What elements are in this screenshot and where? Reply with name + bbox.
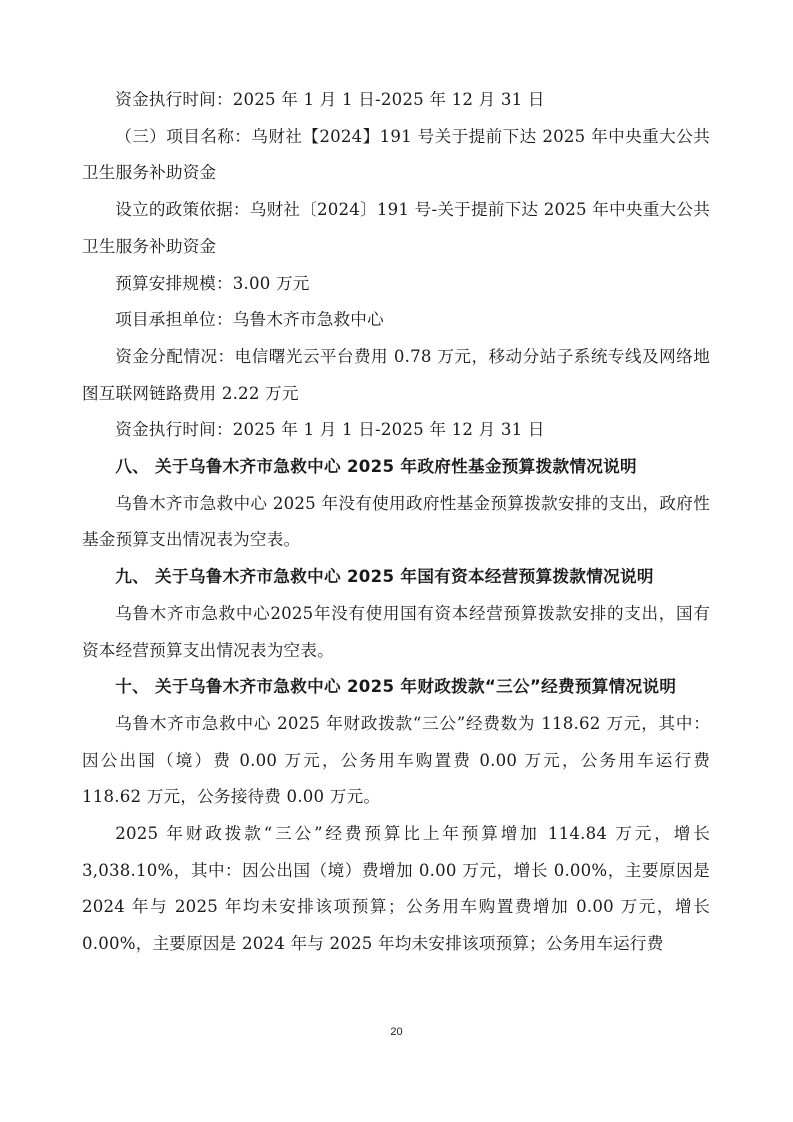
page-number: 20 [390,1026,403,1038]
paragraph-policy-basis: 设立的政策依据：乌财社〔2024〕191 号-关于提前下达 2025 年中央重大公共卫生服务补助资金 [82,200,710,256]
paragraph-budget-scale: 预算安排规模：3.00 万元 [115,273,310,293]
section-heading-10: 十、 关于乌鲁木齐市急救中心 2025 年财政拨款“三公”经费预算情况说明 [115,677,677,697]
paragraph-state-capital: 乌鲁木齐市急救中心2025年没有使用国有资本经营预算拨款安排的支出，国有资本经营预算支出情况表为空表。 [82,603,710,660]
paragraph-gov-fund: 乌鲁木齐市急救中心 2025 年没有使用政府性基金预算拨款安排的支出，政府性基金预算支出情况表为空表。 [82,493,710,550]
section-heading-9: 九、 关于乌鲁木齐市急救中心 2025 年国有资本经营预算拨款情况说明 [115,567,654,587]
paragraph-project-name: （三）项目名称：乌财社【2024】191 号关于提前下达 2025 年中央重大公共卫生服务补助资金 [82,126,710,183]
paragraph-three-public-change: 2025 年财政拨款“三公”经费预算比上年预算增加 114.84 万元，增长 3,038.10%，其中：因公出国（境）费增加 0.00 万元，增长 0.00%，主要原因是 2024 年与 2025 年均未安排该项预算；公务用车购置费增加 0.00 万元，增长 0.00%，主要原因是 2024 年与 2025 年均未安排该项预算；公务用车运行费 [82,824,710,954]
section-heading-8: 八、 关于乌鲁木齐市急救中心 2025 年政府性基金预算拨款情况说明 [115,457,637,477]
paragraph-fund-period-1: 资金执行时间：2025 年 1 月 1 日-2025 年 12 月 31 日 [115,90,545,109]
paragraph-fund-period-2: 资金执行时间：2025 年 1 月 1 日-2025 年 12 月 31 日 [115,420,545,440]
paragraph-three-public-total: 乌鲁木齐市急救中心 2025 年财政拨款“三公”经费数为 118.62 万元，其中：因公出国（境）费 0.00 万元，公务用车购置费 0.00 万元，公务用车运行费 118.62 万元，公务接待费 0.00 万元。 [82,713,710,807]
document-body [82,82,710,963]
paragraph-fund-allocation: 资金分配情况：电信曙光云平台费用 0.78 万元，移动分站子系统专线及网络地图互联网链路费用 2.22 万元 [82,346,710,403]
paragraph-responsible-unit: 项目承担单位：乌鲁木齐市急救中心 [115,310,384,330]
